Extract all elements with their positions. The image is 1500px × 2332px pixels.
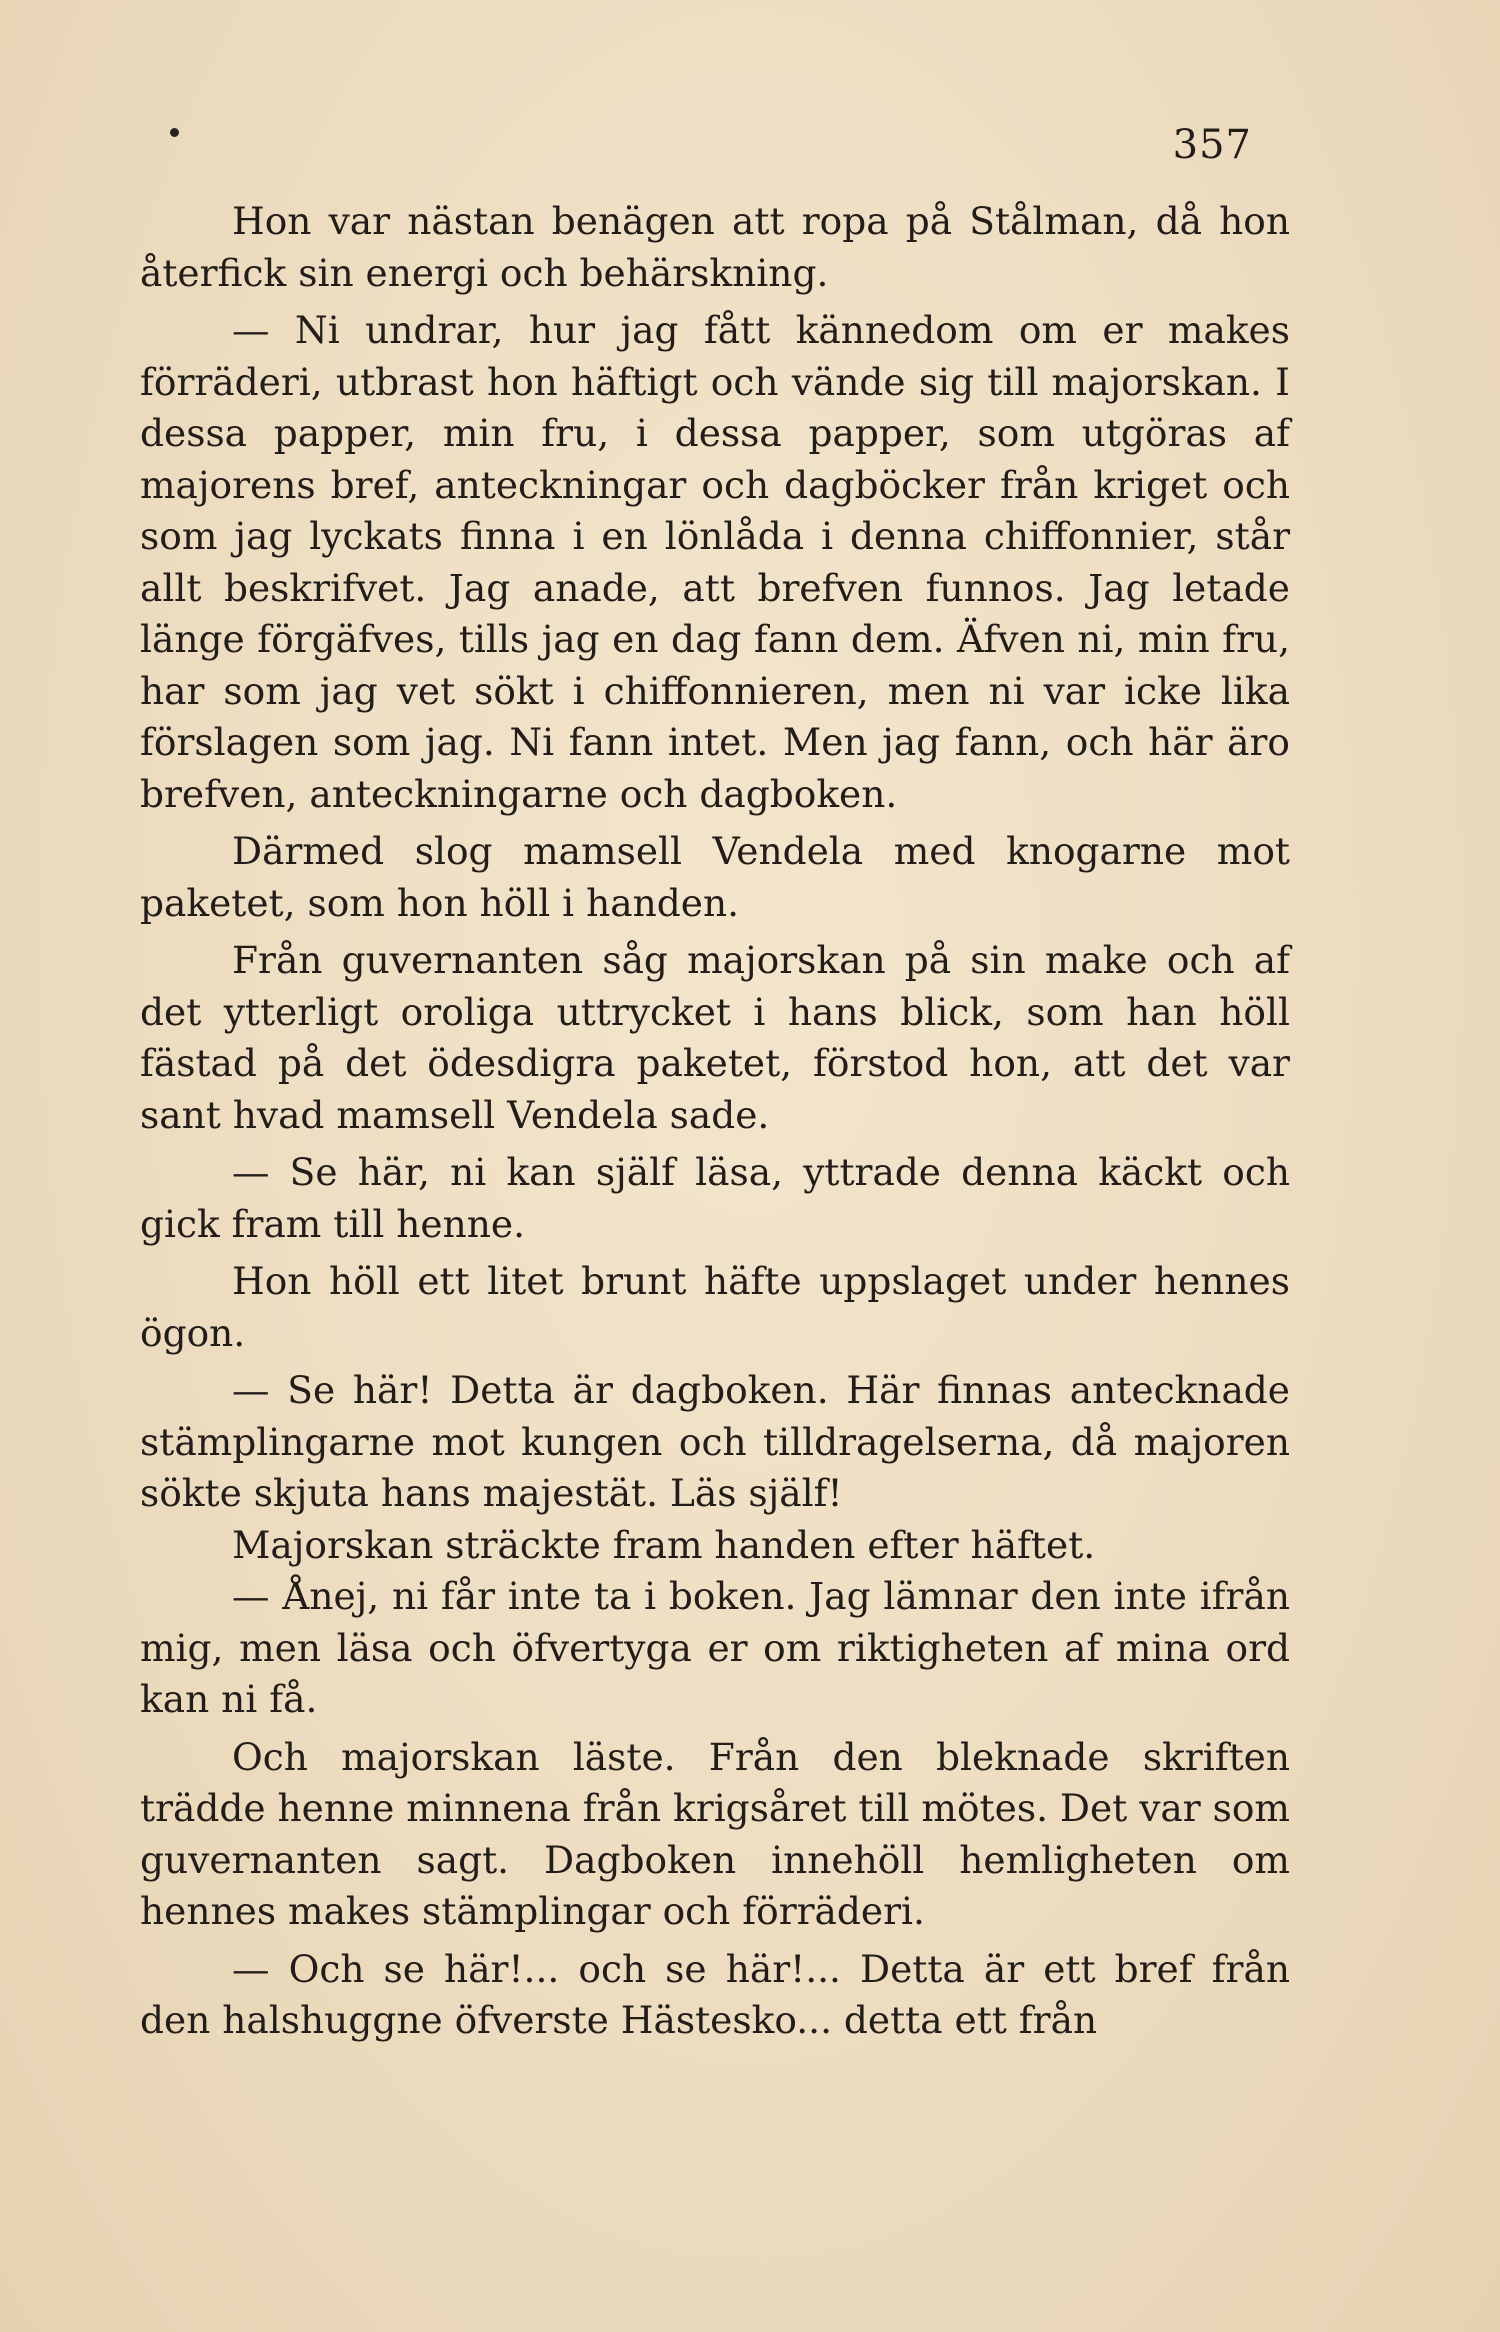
page-number: 357	[1172, 122, 1252, 168]
paragraph: Majorskan sträckte fram handen efter häftet.	[232, 1522, 1096, 1567]
paragraph: Och majorskan läste. Från den bleknade skriften trädde henne minnena från krigsåret till mötes. Det var som guvernanten sagt. Dagboken innehöll hemligheten om hennes makes stämplingar och förräderi.	[140, 1734, 1290, 1933]
paragraph: Därmed slog mamsell Vendela med knogarne mot paketet, som hon höll i handen.	[140, 829, 1290, 925]
paragraph: Hon var nästan benägen att ropa på Stålman, då hon återfick sin energi och behärskning.	[140, 199, 1290, 295]
paragraph: — Se här, ni kan själf läsa, yttrade denna käckt och gick fram till henne.	[140, 1150, 1290, 1246]
paragraph: Från guvernanten såg majorskan på sin make och af det ytterligt oroliga uttrycket i hans blick, som han höll fästad på det ödesdigra paketet, förstod hon, att det var sant hvad mamsell Vendela sade.	[140, 938, 1290, 1137]
paragraph: Hon höll ett litet brunt häfte uppslaget under hennes ögon.	[140, 1259, 1290, 1355]
paragraph: — Och se här!... och se här!... Detta är ett bref från den halshuggne öfverste Hästesko... detta ett från	[140, 1946, 1290, 2042]
paragraph: — Ånej, ni får inte ta i boken. Jag lämnar den inte ifrån mig, men läsa och öfvertyga er om riktigheten af mina ord kan ni få.	[140, 1574, 1290, 1721]
paragraph: — Se här! Detta är dagboken. Här finnas antecknade stämplingarne mot kungen och tilldragelserna, då majoren sökte skjuta hans majestät. Läs själf!	[140, 1368, 1290, 1515]
body-text	[140, 196, 1290, 2053]
paragraph: — Ni undrar, hur jag fått kännedom om er makes förräderi, utbrast hon häftigt och vände sig till majorskan. I dessa papper, min fru, i dessa papper, som utgöras af majorens bref, anteckningar och dagböcker från kriget och som jag lyckats finna i en lönlåda i denna chiffonnier, står allt beskrifvet. Jag anade, att brefven funnos. Jag letade länge förgäfves, tills jag en dag fann dem. Äfven ni, min fru, har som jag vet sökt i chiffonnieren, men ni var icke lika förslagen som jag. Ni fann intet. Men jag fann, och här äro brefven, anteckningarne och dagboken.	[140, 308, 1290, 816]
printer-mark	[170, 128, 179, 137]
